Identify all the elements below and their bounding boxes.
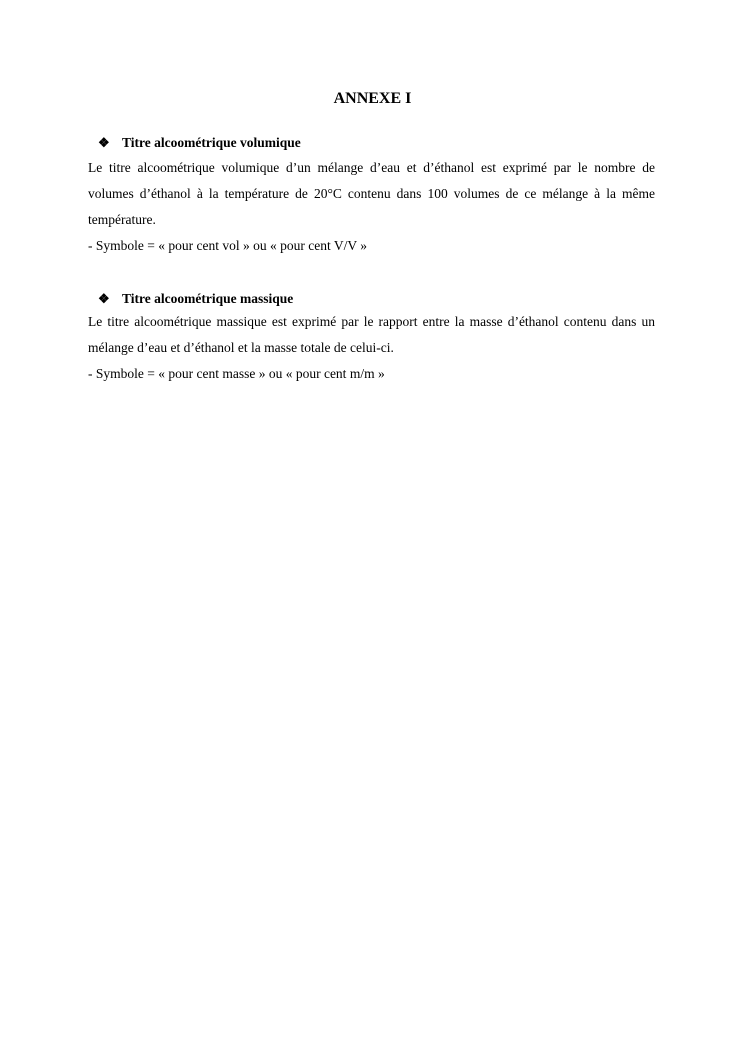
section-volumique [88,133,655,259]
diamond-bullet-icon: ❖ [98,135,110,150]
diamond-bullet-icon: ❖ [98,291,110,306]
section-heading-text: Titre alcoométrique massique [122,291,294,306]
section-heading [88,133,655,153]
symbol-line: - Symbole = « pour cent masse » ou « pour cent m/m » [88,366,385,381]
section-heading [88,289,655,309]
section-paragraph: Le titre alcoométrique massique est exprimé par le rapport entre la masse d’éthanol contenu dans un mélange d’eau et d’éthanol et la masse totale de celui-ci. [88,314,655,355]
symbol-line: - Symbole = « pour cent vol » ou « pour cent V/V » [88,238,367,253]
section-massique [88,289,655,387]
page-title: ANNEXE I [333,90,412,107]
section-heading-text: Titre alcoométrique volumique [122,135,301,150]
section-paragraph: Le titre alcoométrique volumique d’un mélange d’eau et d’éthanol est exprimé par le nombre de volumes d’éthanol à la température de 20°C contenu dans 100 volumes de ce mélange à la même température. [88,160,655,227]
